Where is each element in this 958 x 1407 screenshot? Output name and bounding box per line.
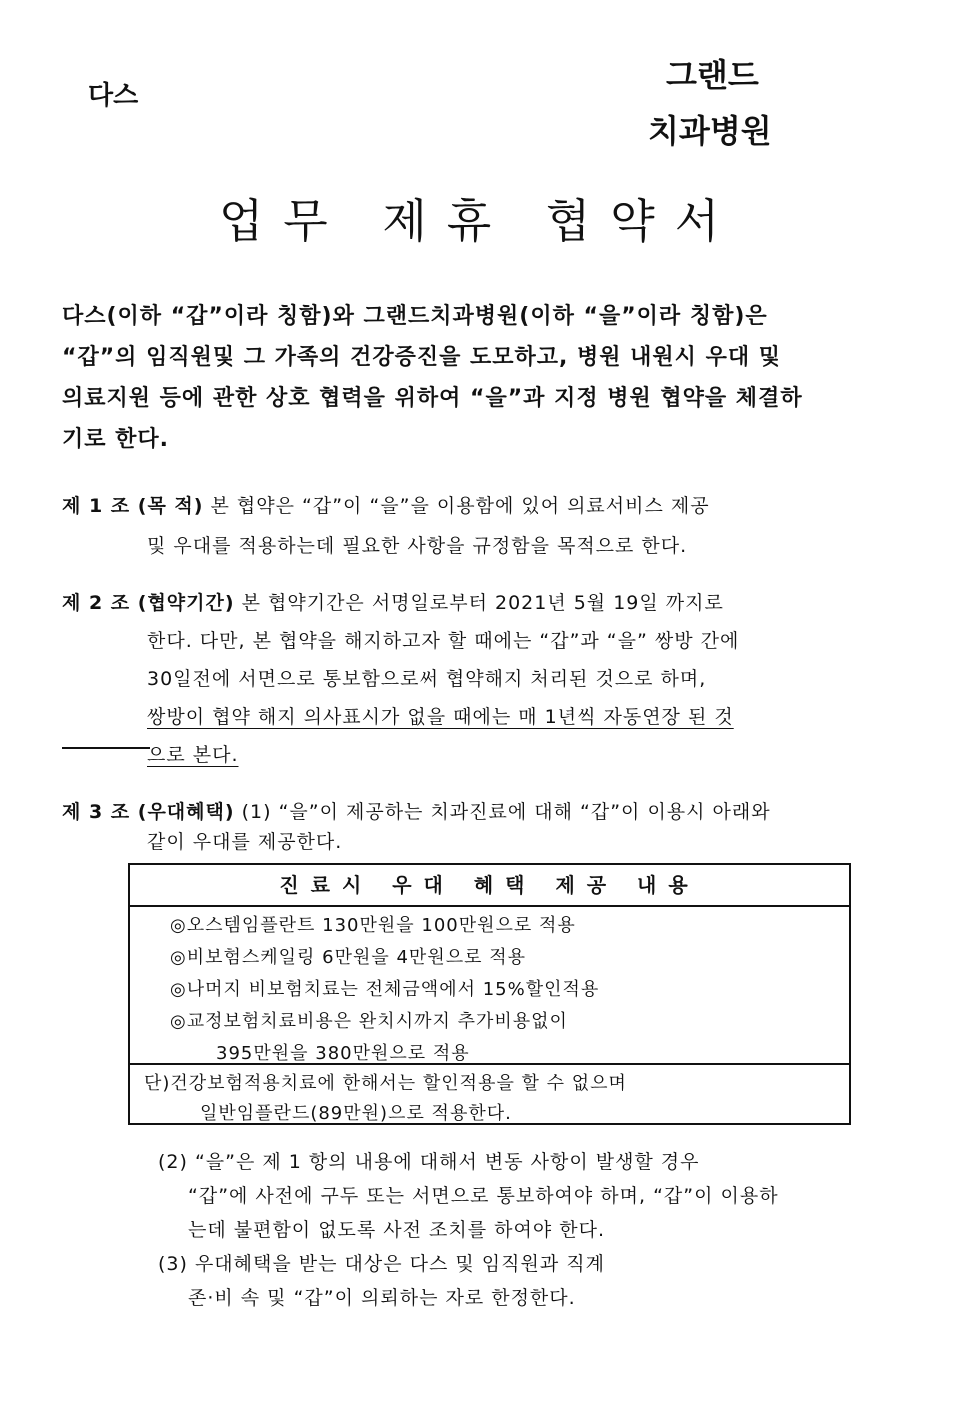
benefit-item: 395만원을 380만원으로 적용 (216, 1043, 470, 1064)
article-3-line2: 같이 우대를 제공한다. (147, 831, 343, 853)
party-b-name (648, 47, 772, 159)
benefits-table-header: 진료시 우대 혜택 제공 내용 (130, 865, 849, 907)
party-a-name: 다스 (88, 81, 139, 111)
article-1-line1 (62, 486, 710, 526)
party-b-line1: 그랜드 (666, 56, 759, 94)
benefit-item: ◎오스템임플란트 130만원을 100만원으로 적용 (170, 915, 576, 936)
benefits-note-line1: 단)건강보험적용치료에 한해서는 할인적용을 할 수 없으며 (144, 1073, 627, 1094)
intro-line: “갑”의 임직원및 그 가족의 건강증진을 도모하고, 병원 내원시 우대 및 (62, 345, 782, 370)
article-1-heading: 제 1 조 (목 적) (62, 495, 204, 517)
article-2-line3: 30일전에 서면으로 통보함으로써 협약해지 처리된 것으로 하며, (147, 668, 707, 690)
article-3-text: (1) “을”이 제공하는 치과진료에 대해 “갑”이 이용시 아래와 (241, 801, 771, 823)
clause-2-line3: 는데 불편함이 없도록 사전 조치를 하여야 한다. (188, 1219, 606, 1241)
article-2-line2: 한다. 다만, 본 협약을 해지하고자 할 때에는 “갑”과 “을” 쌍방 간에 (147, 630, 740, 652)
intro-line: 의료지원 등에 관한 상호 협력을 위하여 “을”과 지정 병원 협약을 체결하 (62, 386, 803, 411)
intro-line: 기로 한다. (62, 427, 170, 452)
intro-paragraph (62, 296, 882, 460)
underline-extension (62, 747, 150, 749)
clause-3-line1: (3) 우대혜택을 받는 대상은 다스 및 임직원과 직계 (158, 1253, 605, 1275)
intro-line: 다스(이하 “갑”이라 칭함)와 그랜드치과병원(이하 “을”이라 칭함)은 (62, 304, 768, 329)
article-1-line2: 및 우대를 적용하는데 필요한 사항을 규정함을 목적으로 한다. (147, 535, 688, 557)
article-2-text: 본 협약기간은 서명일로부터 2021년 5월 19일 까지로 (241, 592, 724, 614)
benefit-item: ◎나머지 비보험치료는 전체금액에서 15%할인적용 (170, 979, 600, 1000)
article-2-heading: 제 2 조 (협약기간) (62, 592, 235, 614)
article-3-heading: 제 3 조 (우대혜택) (62, 801, 235, 823)
clause-2-line2: “갑”에 사전에 구두 또는 서면으로 통보하여야 하며, “갑”이 이용하 (188, 1185, 779, 1207)
article-1-text: 본 협약은 “갑”이 “을”을 이용함에 있어 의료서비스 제공 (210, 495, 710, 517)
article-2-line1 (62, 583, 724, 623)
article-2-line4: 쌍방이 협약 해지 의사표시가 없을 때에는 매 1년씩 자동연장 된 것 (147, 706, 734, 728)
clause-3-line2: 존·비 속 및 “갑”이 의뢰하는 자로 한정한다. (188, 1287, 576, 1309)
benefits-divider (130, 1063, 849, 1065)
document-title: 업무 제휴 협약서 (218, 194, 740, 248)
benefits-table (128, 863, 851, 1125)
clause-2-line1: (2) “을”은 제 1 항의 내용에 대해서 변동 사항이 발생할 경우 (158, 1151, 700, 1173)
benefits-note-line2: 일반임플란드(89만원)으로 적용한다. (200, 1103, 512, 1124)
article-2-line5: 으로 본다. (147, 744, 239, 766)
party-b-line2: 치과병원 (648, 112, 772, 150)
benefit-item: ◎교정보험치료비용은 완치시까지 추가비용없이 (170, 1011, 568, 1032)
benefit-item: ◎비보험스케일링 6만원을 4만원으로 적용 (170, 947, 526, 968)
